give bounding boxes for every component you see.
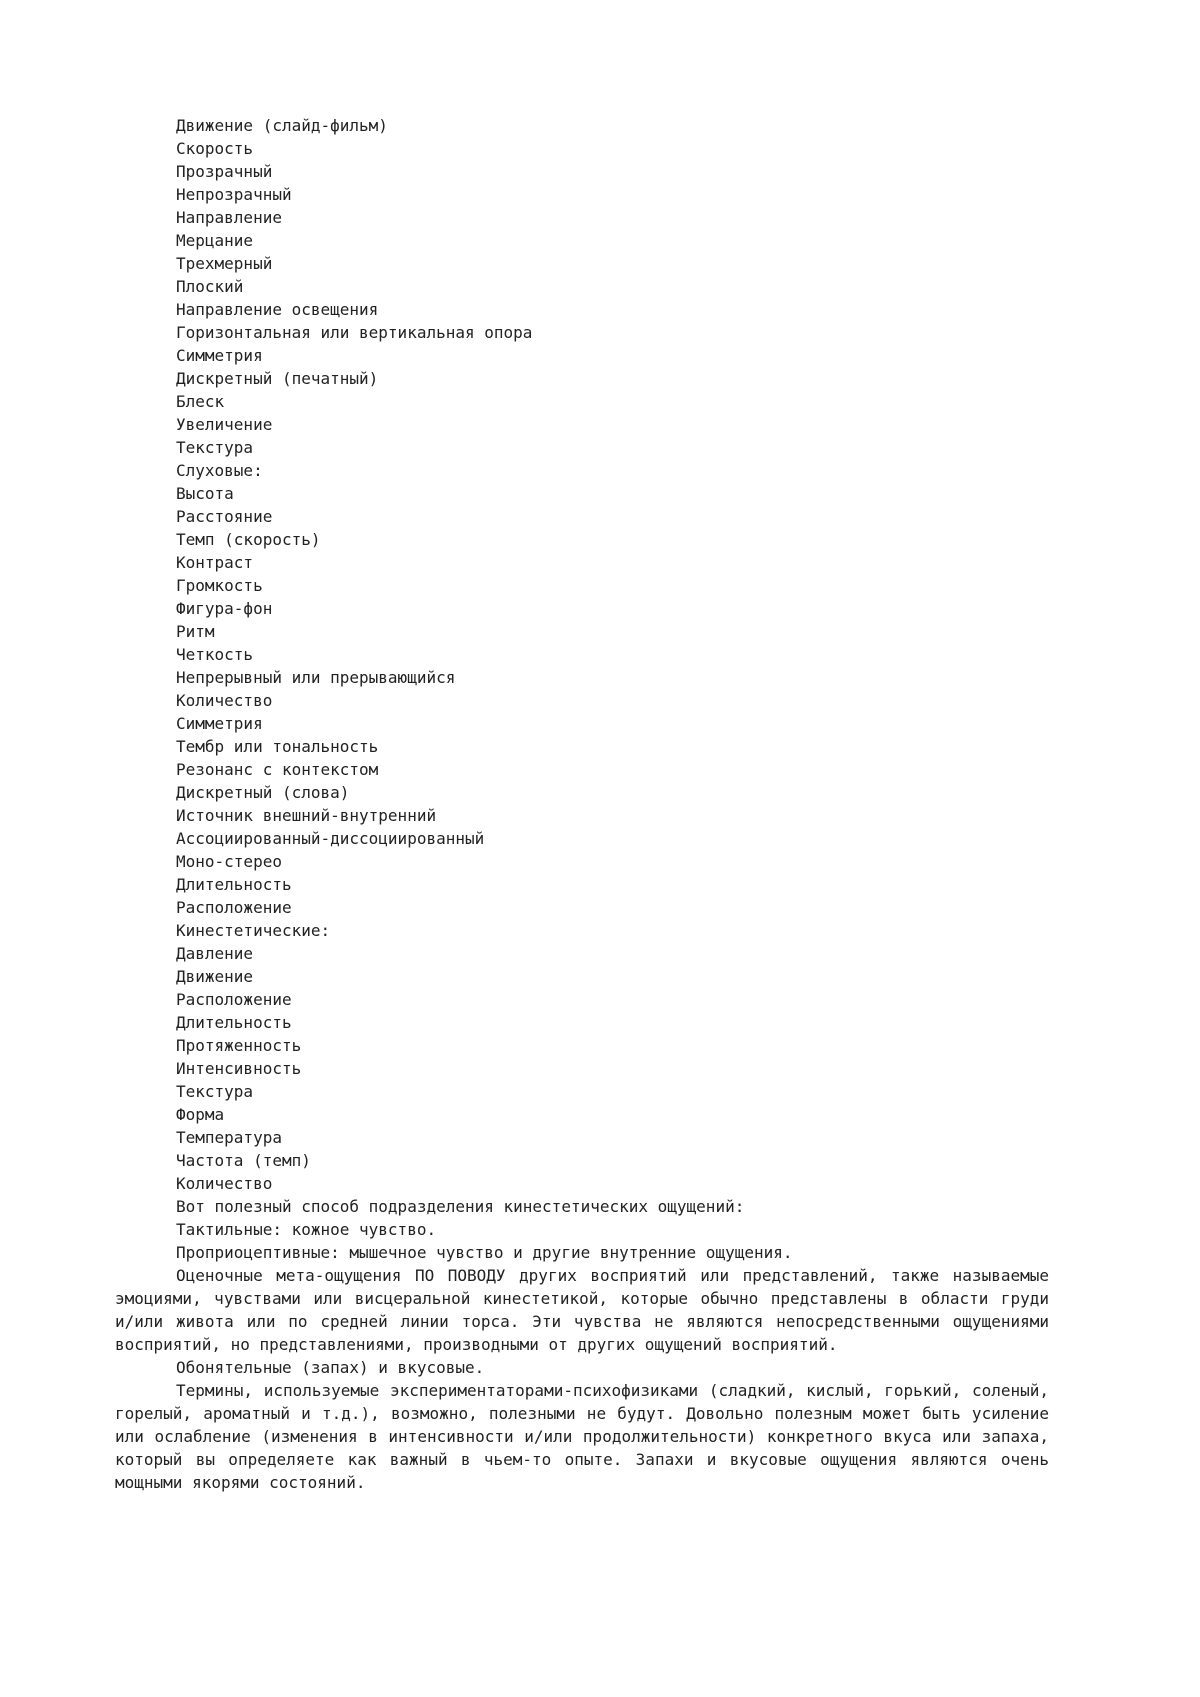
list-item: Прозрачный — [176, 162, 273, 181]
paragraph: Оценочные мета-ощущения ПО ПОВОДУ других восприятий или представлений, также называемые эмоциями, чувствами или висцеральной кинестетикой, которые обычно представлены в области груди и/или живота или по средней линии торса. Эти чувства не являются непосредственными ощущениями восприятий, но представлениями, производными от других ощущений восприятий. — [115, 1266, 1049, 1354]
list-item: Громкость — [176, 576, 263, 595]
list-item: Плоский — [176, 277, 244, 296]
list-item: Направление — [176, 208, 282, 227]
list-item: Количество — [176, 1174, 273, 1193]
list-item: Форма — [176, 1105, 225, 1124]
list-item: Ритм — [176, 622, 215, 641]
list-item: Температура — [176, 1128, 282, 1147]
list-item: Непрозрачный — [176, 185, 292, 204]
list-item: Расположение — [176, 898, 292, 917]
list-item: Блеск — [176, 392, 225, 411]
list-item: Источник внешний-внутренний — [176, 806, 437, 825]
list-item: Симметрия — [176, 714, 263, 733]
text-line: Вот полезный способ подразделения кинестетических ощущений: — [176, 1197, 745, 1216]
list-item: Давление — [176, 944, 254, 963]
list-item: Движение — [176, 967, 254, 986]
list-item: Увеличение — [176, 415, 273, 434]
list-item: Ассоциированный-диссоциированный — [176, 829, 485, 848]
list-item: Длительность — [176, 1013, 292, 1032]
paragraph: Термины, используемые экспериментаторами-психофизиками (сладкий, кислый, горький, соленый, горелый, ароматный и т.д.), возможно, полезными не будут. Довольно полезным может быть усиление или ослабление (изменения в интенсивности и/или продолжительности) конкретного вкуса или запаха, который вы определяете как важный в чьем-то опыте. Запахи и вкусовые ощущения являются очень мощными якорями состояний. — [115, 1381, 1049, 1492]
section-heading: Кинестетические: — [176, 921, 331, 940]
list-item: Резонанс с контекстом — [176, 760, 379, 779]
list-item: Четкость — [176, 645, 254, 664]
text-line: Тактильные: кожное чувство. — [176, 1220, 437, 1239]
list-item: Движение (слайд-фильм) — [176, 116, 388, 135]
list-item: Горизонтальная или вертикальная опора — [176, 323, 533, 342]
section-heading: Слуховые: — [176, 461, 263, 480]
list-item: Расстояние — [176, 507, 273, 526]
list-item: Интенсивность — [176, 1059, 302, 1078]
list-item: Фигура-фон — [176, 599, 273, 618]
list-item: Дискретный (слова) — [176, 783, 350, 802]
list-item: Непрерывный или прерывающийся — [176, 668, 456, 687]
list-item: Текстура — [176, 1082, 254, 1101]
list-item: Длительность — [176, 875, 292, 894]
paragraph: Обонятельные (запах) и вкусовые. — [176, 1358, 485, 1377]
text-line: Проприоцептивные: мышечное чувство и другие внутренние ощущения. — [176, 1243, 793, 1262]
list-item: Тембр или тональность — [176, 737, 379, 756]
list-item: Направление освещения — [176, 300, 379, 319]
list-item: Мерцание — [176, 231, 254, 250]
list-item: Протяженность — [176, 1036, 302, 1055]
list-item: Симметрия — [176, 346, 263, 365]
list-item: Частота (темп) — [176, 1151, 311, 1170]
list-item: Темп (скорость) — [176, 530, 321, 549]
list-item: Дискретный (печатный) — [176, 369, 379, 388]
list-item: Контраст — [176, 553, 254, 572]
list-item: Моно-стерео — [176, 852, 282, 871]
list-item: Трехмерный — [176, 254, 273, 273]
document-body — [115, 114, 1049, 1494]
list-item: Количество — [176, 691, 273, 710]
list-item: Скорость — [176, 139, 254, 158]
list-item: Расположение — [176, 990, 292, 1009]
list-item: Текстура — [176, 438, 254, 457]
list-item: Высота — [176, 484, 234, 503]
